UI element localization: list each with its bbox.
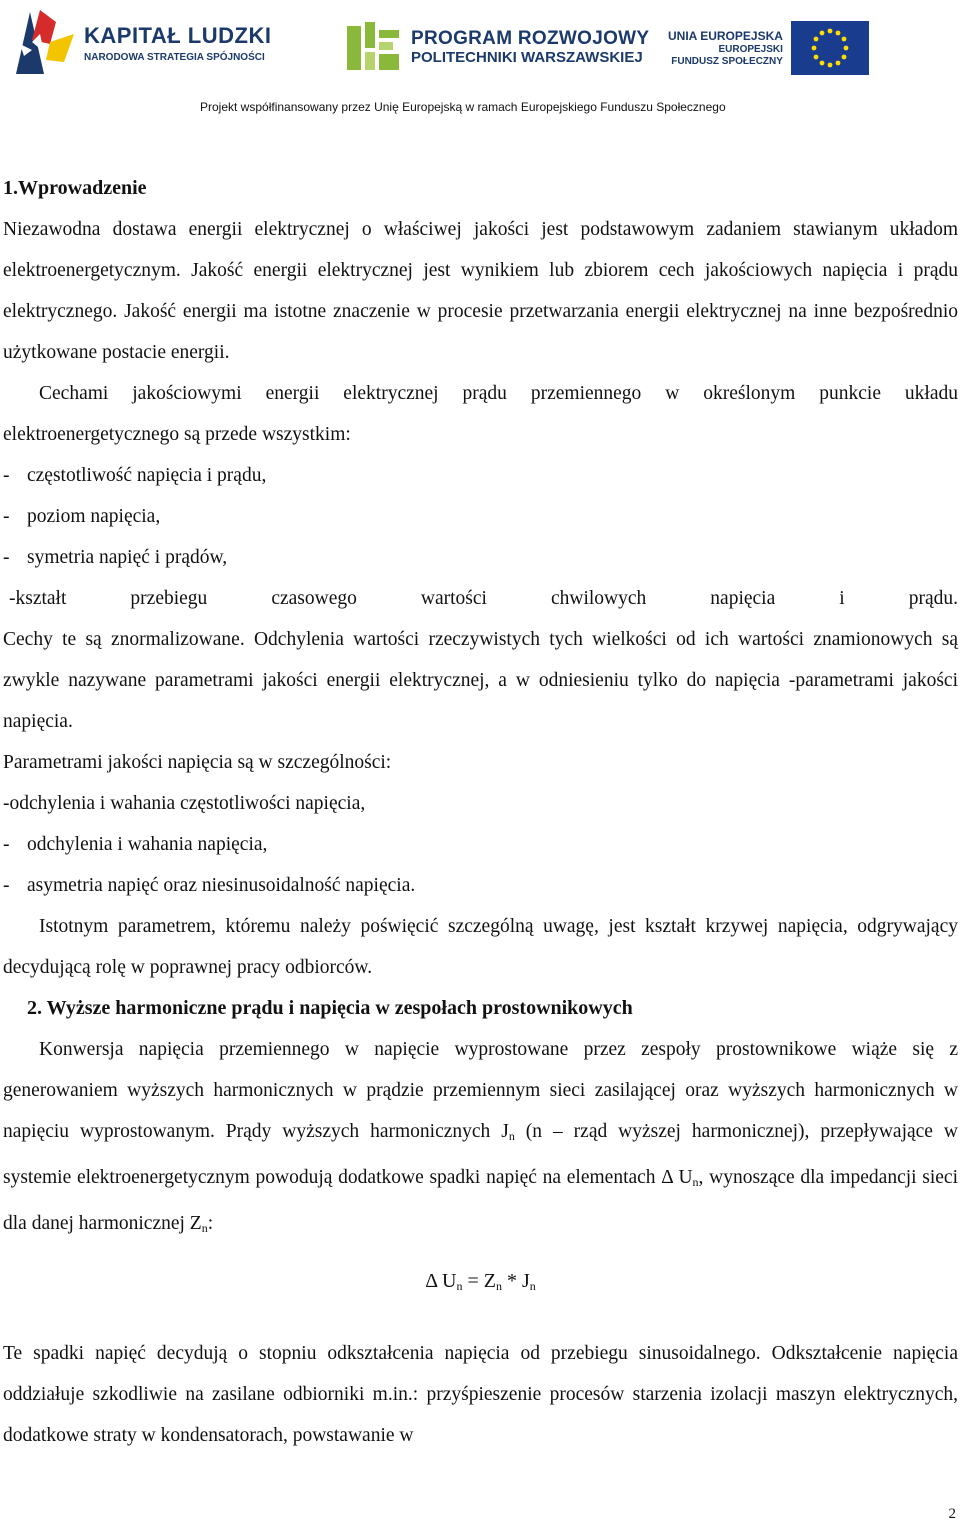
program-rozwojowy-line2: POLITECHNIKI WARSZAWSKIEJ	[411, 48, 643, 66]
paragraph-distortion: Te spadki napięć decydują o stopniu odkształcenia napięcia od przebiegu sinusoidalnego. Odkształcenie napięcia oddziałuje szkodliwie na zasilane odbiorniki m.in.: przyśpieszenie procesów starzenia izolacji maszyn elektrycznych, dodatkowe straty w kondensatorach, powstawanie w	[3, 1343, 958, 1446]
document-body	[3, 168, 958, 1456]
paragraph-waveform-shape: -kształt przebiegu czasowego wartości chwilowych napięcia i prądu.	[9, 588, 958, 609]
paragraph-quality-features: Cechami jakościowymi energii elektrycznej prądu przemiennego w określonym punkcie układu elektroenergetycznego są przede wszystkim:	[3, 383, 958, 445]
page-header	[0, 0, 960, 120]
kapital-ludzki-subtitle: NARODOWA STRATEGIA SPÓJNOŚCI	[84, 52, 265, 63]
project-cofinancing-note: Projekt współfinansowany przez Unię Europejską w ramach Europejskiego Funduszu Społecznego	[200, 100, 726, 114]
eu-logo	[668, 20, 869, 76]
list-item-frequency-deviation: -odchylenia i wahania częstotliwości napięcia,	[3, 793, 366, 814]
paragraph-voltage-parameters: Parametrami jakości napięcia są w szczególności:	[3, 752, 392, 773]
kapital-ludzki-emblem-icon	[10, 4, 78, 84]
program-rozwojowy-emblem-icon	[345, 20, 403, 76]
paragraph-voltage-curve: Istotnym parametrem, któremu należy poświęcić szczególną uwagę, jest kształt krzywej napięcia, odgrywający decydującą rolę w poprawnej pracy odbiorców.	[3, 916, 958, 978]
section-heading-harmonics: 2. Wyższe harmoniczne prądu i napięcia w zespołach prostownikowych	[27, 997, 633, 1019]
program-rozwojowy-line1: PROGRAM ROZWOJOWY	[411, 28, 650, 50]
page-number: 2	[948, 1506, 956, 1522]
dash-bullet-icon: -	[3, 834, 10, 855]
dash-bullet-icon: -	[3, 506, 10, 527]
list-item: - odchylenia i wahania napięcia,	[3, 824, 958, 865]
paragraph-normalized: Cechy te są znormalizowane. Odchylenia wartości rzeczywistych tych wielkości od ich wartości znamionowych są zwykle nazywane parametrami jakości energii elektrycznej, a w odniesieniu tylko do napięcia -parametrami jakości napięcia.	[3, 629, 958, 732]
kapital-ludzki-title: KAPITAŁ LUDZKI	[84, 23, 272, 48]
voltage-drop-formula: Δ $U_n = Z_n * J_n$	[425, 1270, 536, 1293]
eu-line1: UNIA EUROPEJSKA	[668, 28, 783, 43]
list-item: - symetria napięć i prądów,	[3, 537, 958, 578]
kapital-ludzki-logo	[10, 4, 271, 84]
eu-line2: EUROPEJSKI	[718, 43, 783, 55]
paragraph-intro: Niezawodna dostawa energii elektrycznej o właściwej jakości jest podstawowym zadaniem stawianym układom elektroenergetycznym. Jakość energii elektrycznej jest wynikiem lub zbiorem cech jakościowych napięcia i prądu elektrycznego. Jakość energii ma istotne znaczenie w procesie przetwarzania energii elektrycznej na inne bezpośrednio użytkowane postacie energii.	[3, 219, 958, 363]
program-rozwojowy-logo	[345, 18, 649, 78]
eu-flag-icon	[791, 21, 869, 75]
eu-line3: FUNDUSZ SPOŁECZNY	[671, 55, 783, 67]
list-quality-features	[3, 455, 958, 578]
section-heading-introduction: 1.Wprowadzenie	[3, 177, 147, 199]
list-item: - poziom napięcia,	[3, 496, 958, 537]
paragraph-conversion: Konwersja napięcia przemiennego w napięcie wyprostowane przez zespoły prostownikowe wiąże się z generowaniem wyższych harmonicznych w prądzie przemiennym sieci zasilającej oraz wyższych harmonicznych w napięciu wyprostowanym. Prądy wyższych harmonicznych $J_n$ (n – rząd wyższej harmonicznej), przepływające w systemie elektroenergetycznym powodują dodatkowe spadki napięć na elementach Δ $U_n$, wynoszące dla impedancji sieci dla danej harmonicznej $Z_n$:	[3, 1039, 959, 1235]
dash-bullet-icon: -	[3, 875, 10, 896]
list-voltage-parameters	[3, 824, 958, 906]
dash-bullet-icon: -	[3, 465, 10, 486]
list-item: - częstotliwość napięcia i prądu,	[3, 455, 958, 496]
list-item: - asymetria napięć oraz niesinusoidalność napięcia.	[3, 865, 958, 906]
dash-bullet-icon: -	[3, 547, 10, 568]
